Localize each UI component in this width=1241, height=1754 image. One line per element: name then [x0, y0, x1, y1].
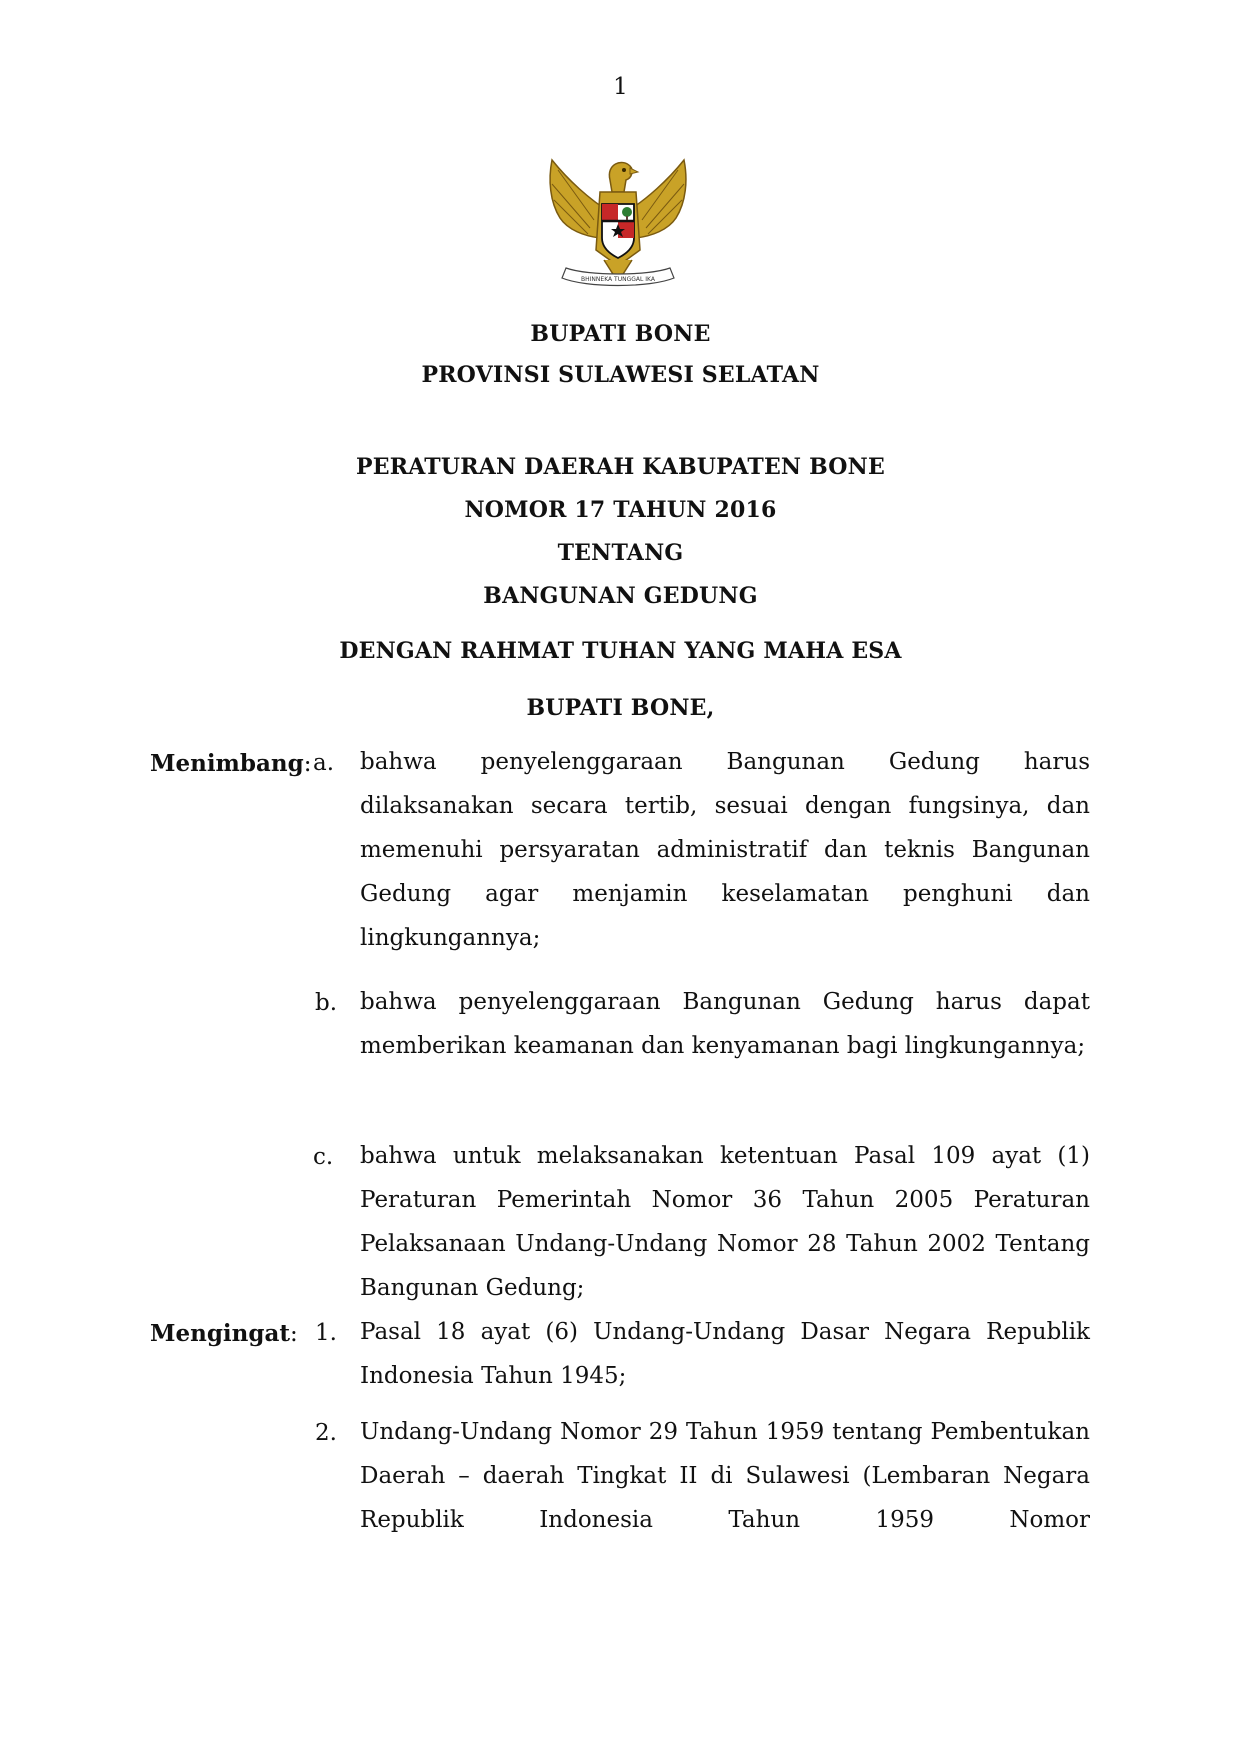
regulation-number: NOMOR 17 TAHUN 2016 — [464, 497, 777, 523]
mengingat-label: Mengingat: — [150, 1320, 298, 1347]
menimbang-item-text: bahwa penyelenggaraan Bangunan Gedung harus dapat memberikan keamanan dan kenyamanan bagi lingkungannya; — [360, 989, 1090, 1059]
menimbang-item-text: bahwa untuk melaksanakan ketentuan Pasal 109 ayat (1) Peraturan Pemerintah Nomor 36 Tahun 2005 Peraturan Pelaksanaan Undang-Undang Nomor 28 Tahun 2002 Tentang Bangunan Gedung; — [360, 1143, 1090, 1301]
garuda-emblem-icon — [538, 150, 698, 300]
menimbang-item-mark: a. — [313, 750, 335, 776]
regulation-subject: BANGUNAN GEDUNG — [483, 583, 758, 609]
menimbang-item-text: bahwa penyelenggaraan Bangunan Gedung harus dilaksanakan secara tertib, sesuai dengan fungsinya, dan memenuhi persyaratan administratif dan teknis Bangunan Gedung agar menjamin keselamatan penghuni dan lingkungannya; — [360, 749, 1090, 951]
regulation-about: TENTANG — [557, 540, 684, 566]
page-number: 1 — [613, 74, 628, 100]
menimbang-item-mark: b. — [315, 990, 338, 1016]
mengingat-item-text: Undang-Undang Nomor 29 Tahun 1959 tentang Pembentukan Daerah – daerah Tingkat II di Sulawesi (Lembaran Negara Republik Indonesia Tahun 1959 Nomor — [360, 1419, 1090, 1533]
svg-text:BHINNEKA TUNGGAL IKA: BHINNEKA TUNGGAL IKA — [581, 276, 655, 283]
mengingat-item-text: Pasal 18 ayat (6) Undang-Undang Dasar Negara Republik Indonesia Tahun 1945; — [360, 1319, 1090, 1389]
province-title: PROVINSI SULAWESI SELATAN — [421, 362, 820, 388]
preamble-line: DENGAN RAHMAT TUHAN YANG MAHA ESA — [339, 638, 902, 664]
mengingat-item-mark: 1. — [315, 1320, 337, 1346]
menimbang-label: Menimbang: — [150, 750, 312, 777]
mengingat-item-mark: 2. — [315, 1420, 337, 1446]
regulation-title: PERATURAN DAERAH KABUPATEN BONE — [356, 454, 885, 480]
issuer-title: BUPATI BONE — [530, 321, 711, 347]
menimbang-item-mark: c. — [313, 1144, 334, 1170]
regent-signoff: BUPATI BONE, — [526, 695, 715, 721]
